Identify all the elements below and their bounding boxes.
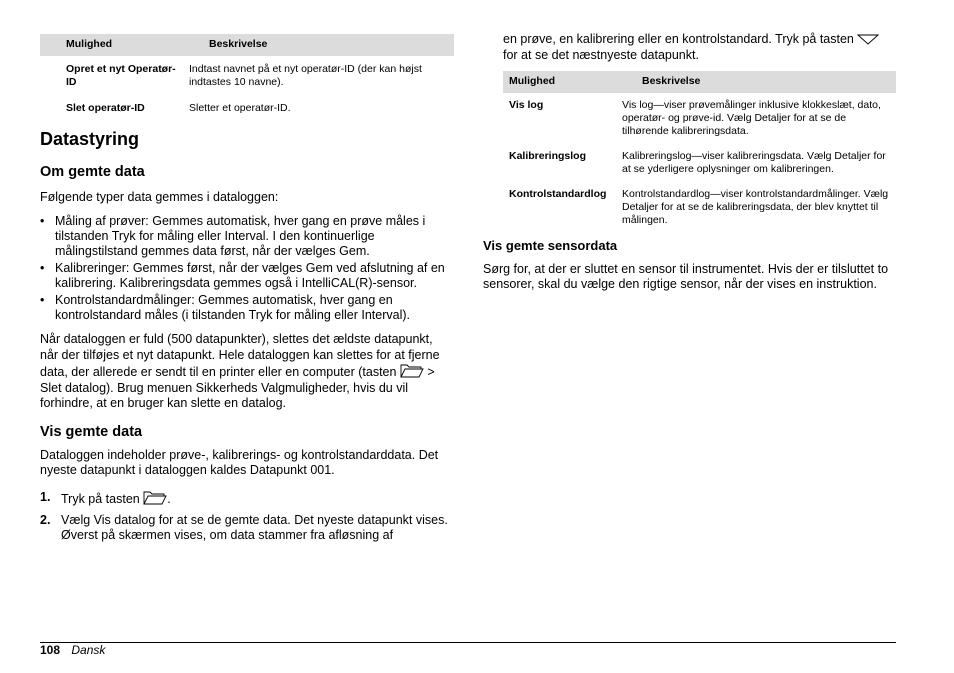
- subsection-title-om: Om gemte data: [40, 164, 145, 180]
- footer-language: Dansk: [71, 643, 106, 657]
- section-title: Datastyring: [40, 129, 140, 149]
- option-description: Sletter et operatør-ID.: [189, 102, 291, 114]
- step-text: .: [167, 492, 171, 506]
- subsection-title-sensor: Vis gemte sensordata: [483, 238, 618, 253]
- option-name: Kontrolstandardlog: [509, 188, 607, 200]
- chevron-down-icon: [857, 33, 879, 45]
- step-item: [40, 490, 454, 507]
- step-text: Tryk på tasten: [61, 492, 140, 506]
- list-item: • Måling af prøver: Gemmes automatisk, hver gang en prøve måles i tilstanden Tryk for måling eller Interval. I den kontinuerlige målingstilstand gemmes data først, når der vælges Gem.: [40, 214, 454, 259]
- option-name: Kalibreringslog: [509, 150, 587, 162]
- column-header: Mulighed: [503, 71, 616, 93]
- option-description: Kontrolstandardlog—viser kontrolstandardmålinger. Vælg Detaljer for at se de kalibreringsdata, der blev knyttet til målingen.: [622, 188, 889, 226]
- step-text: Vælg Vis datalog for at se de gemte data. Det nyeste datapunkt vises. Øverst på skærmen vises, om data stammer fra afløsning af: [61, 513, 448, 542]
- continuation-paragraph: [503, 32, 896, 63]
- subsection-title-vis: Vis gemte data: [40, 424, 143, 440]
- vis-paragraph: Dataloggen indeholder prøve-, kalibrerings- og kontrolstandarddata. Det nyeste datapunkt i dataloggen kaldes Datapunkt 001.: [40, 448, 439, 477]
- page-footer: [40, 643, 105, 657]
- log-options-table: [503, 71, 896, 231]
- paragraph-text: en prøve, en kalibrering eller en kontrolstandard. Tryk på tasten: [503, 32, 854, 46]
- table-row: [503, 142, 896, 180]
- table-header-row: [503, 71, 896, 93]
- column-header: Beskrivelse: [616, 71, 896, 93]
- sensor-paragraph: Sørg for, at der er sluttet en sensor til instrumentet. Hvis der er tilsluttet to sensorer, skal du vælge den rigtige sensor, når der vises en instruktion.: [483, 262, 889, 291]
- data-types-list: [40, 214, 454, 325]
- table-row: [40, 93, 454, 119]
- om-intro: Følgende typer data gemmes i dataloggen:: [40, 190, 279, 204]
- paragraph-text: for at se det næstnyeste datapunkt.: [503, 47, 699, 62]
- list-item: • Kontrolstandardmålinger: Gemmes automatisk, hver gang en kontrolstandard måles (i tilstanden Tryk for måling eller Interval).: [40, 293, 454, 323]
- paragraph-text: Når dataloggen er fuld (500 datapunkter), slettes det ældste datapunkt, når der tilføjes et nyt datapunkt. Hele dataloggen kan slettes for at fjerne data, der allerede er sendt til en printer eller en computer (tasten: [40, 332, 440, 379]
- folder-icon: [143, 490, 167, 505]
- folder-icon: [400, 363, 424, 378]
- table-row: [503, 180, 896, 231]
- option-name: Opret et nyt Operatør-ID: [66, 63, 176, 88]
- column-header: Mulighed: [40, 34, 183, 56]
- datalog-full-paragraph: [40, 332, 454, 412]
- list-item: • Kalibreringer: Gemmes først, når der vælges Gem ved afslutning af en kalibrering. Kalibreringsdata gemmes også i IntelliCAL(R)-sensor.: [40, 261, 454, 291]
- steps-list: [40, 490, 454, 549]
- option-description: Vis log—viser prøvemålinger inklusive klokkeslæt, dato, operatør- og prøve-id. Vælg Detaljer for at se de tilhørende kalibreringsdata.: [622, 99, 881, 137]
- table-row: [503, 93, 896, 142]
- option-description: Kalibreringslog—viser kalibreringsdata. Vælg Detaljer for at se yderligere oplysninger om kalibreringen.: [622, 150, 886, 175]
- paragraph-text: > Slet datalog). Brug menuen Sikkerheds Valgmuligheder, hvis du vil forhindre, at en bruger kan slette en datalog.: [40, 365, 435, 410]
- option-name: Slet operatør-ID: [66, 102, 145, 114]
- option-name: Vis log: [509, 99, 544, 111]
- step-item: [40, 513, 454, 543]
- footer-divider: [40, 642, 896, 643]
- table-header-row: [40, 34, 454, 56]
- step-number: 1.: [40, 490, 51, 504]
- page-number: 108: [40, 643, 61, 657]
- step-number: 2.: [40, 513, 51, 527]
- operator-options-table: [40, 34, 454, 119]
- option-description: Indtast navnet på et nyt operatør-ID (der kan højst indtastes 10 navne).: [189, 63, 422, 88]
- table-row: [40, 56, 454, 93]
- column-header: Beskrivelse: [183, 34, 454, 56]
